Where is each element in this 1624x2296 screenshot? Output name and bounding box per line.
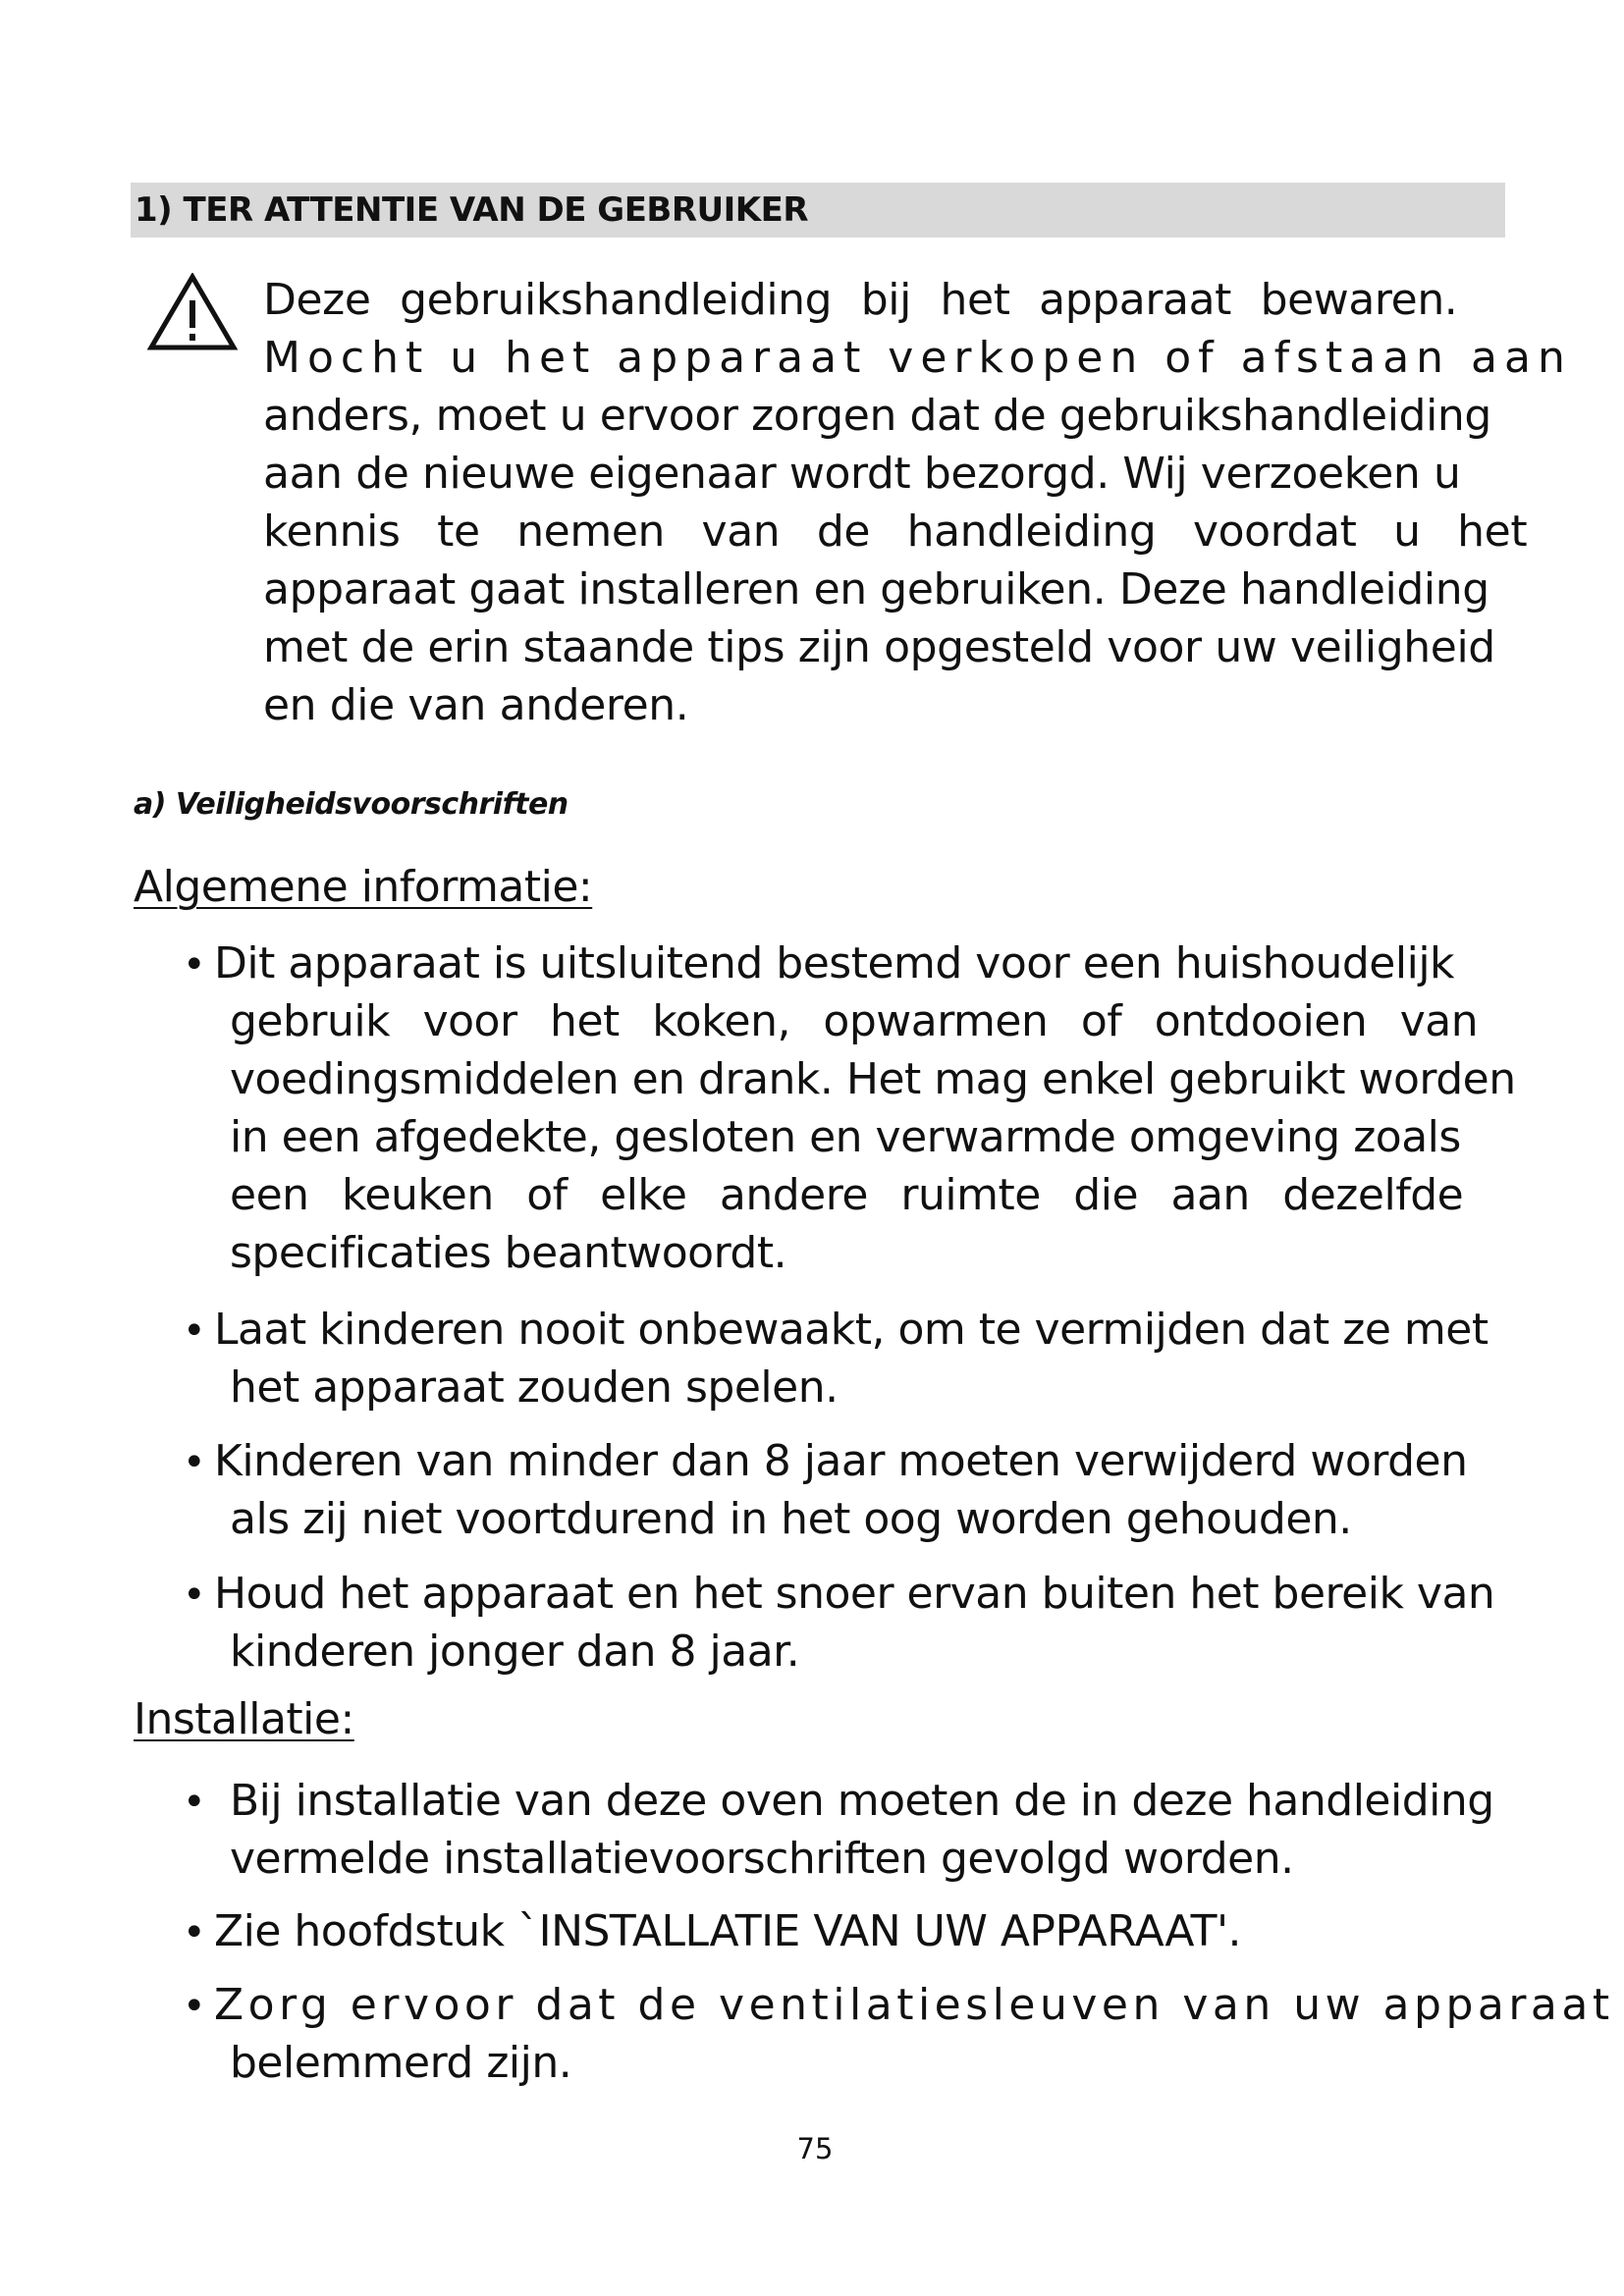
list-item — [183, 1432, 1577, 1548]
intro-paragraph — [263, 271, 1579, 734]
list-item-text: Houd het apparaat en het snoer ervan buiten het bereik van — [214, 1569, 1495, 1619]
intro-line: kennis te nemen van de handleiding voordat u het — [263, 507, 1528, 557]
list-item — [183, 934, 1577, 1282]
list-item-text: voedingsmiddelen en drank. Het mag enkel gebruikt worden — [230, 1054, 1516, 1104]
list-item — [183, 1301, 1577, 1416]
bullet-icon: • — [183, 1308, 206, 1354]
bullet-icon: • — [183, 1910, 206, 1955]
list-item-text: belemmerd zijn. — [230, 2038, 572, 2088]
intro-line: en die van anderen. — [263, 680, 689, 730]
intro-line: Deze gebruikshandleiding bij het apparaat bewaren. — [263, 275, 1458, 325]
list-item-text: Bij installatie van deze oven moeten de in deze handleiding — [230, 1776, 1494, 1826]
bullet-icon: • — [183, 1440, 206, 1485]
intro-line: met de erin staande tips zijn opgesteld voor uw veiligheid — [263, 622, 1495, 672]
section-heading: 1) TER ATTENTIE VAN DE GEBRUIKER — [131, 183, 1505, 238]
installation-title: Installatie: — [134, 1694, 354, 1744]
intro-line: aan de nieuwe eigenaar wordt bezorgd. Wij verzoeken u — [263, 449, 1461, 499]
list-item — [183, 1772, 1577, 1888]
intro-line: apparaat gaat installeren en gebruiken. Deze handleiding — [263, 564, 1489, 614]
page-number: 75 — [796, 2132, 834, 2165]
list-item — [183, 1976, 1614, 2092]
bullet-icon: • — [183, 1984, 206, 2029]
list-item-text: Laat kinderen nooit onbewaakt, om te vermijden dat ze met — [214, 1305, 1489, 1355]
bullet-icon: • — [183, 1780, 206, 1825]
intro-line: Mocht u het apparaat verkopen of afstaan aan — [263, 333, 1572, 383]
list-item-text: Zorg ervoor dat de ventilatiesleuven van uw apparaat — [214, 1980, 1614, 2030]
list-item — [183, 1565, 1577, 1681]
general-info-title: Algemene informatie: — [134, 862, 593, 912]
list-item-text: Zie hoofdstuk `INSTALLATIE VAN UW APPARAAT'. — [214, 1906, 1242, 1956]
bullet-icon: • — [183, 942, 206, 988]
bullet-icon: • — [183, 1573, 206, 1618]
list-item-text: Dit apparaat is uitsluitend bestemd voor een huishoudelijk — [214, 938, 1455, 988]
list-item-text: specificaties beantwoordt. — [230, 1228, 787, 1278]
list-item-text: kinderen jonger dan 8 jaar. — [230, 1627, 800, 1677]
list-item-text: vermelde installatievoorschriften gevolgd worden. — [230, 1834, 1294, 1884]
list-item-text: Kinderen van minder dan 8 jaar moeten verwijderd worden — [214, 1436, 1468, 1486]
list-item-text: in een afgedekte, gesloten en verwarmde omgeving zoals — [230, 1112, 1461, 1162]
list-item-text: als zij niet voortdurend in het oog worden gehouden. — [230, 1494, 1352, 1544]
list-item-text: gebruik voor het koken, opwarmen of ontdooien van — [230, 996, 1479, 1046]
subsection-heading: a) Veiligheidsvoorschriften — [134, 787, 568, 822]
intro-line: anders, moet u ervoor zorgen dat de gebruikshandleiding — [263, 391, 1491, 441]
list-item-text: een keuken of elke andere ruimte die aan dezelfde — [230, 1170, 1464, 1220]
warning-triangle-icon — [147, 273, 238, 351]
list-item-text: het apparaat zouden spelen. — [230, 1362, 839, 1413]
list-item — [183, 1902, 1577, 1960]
